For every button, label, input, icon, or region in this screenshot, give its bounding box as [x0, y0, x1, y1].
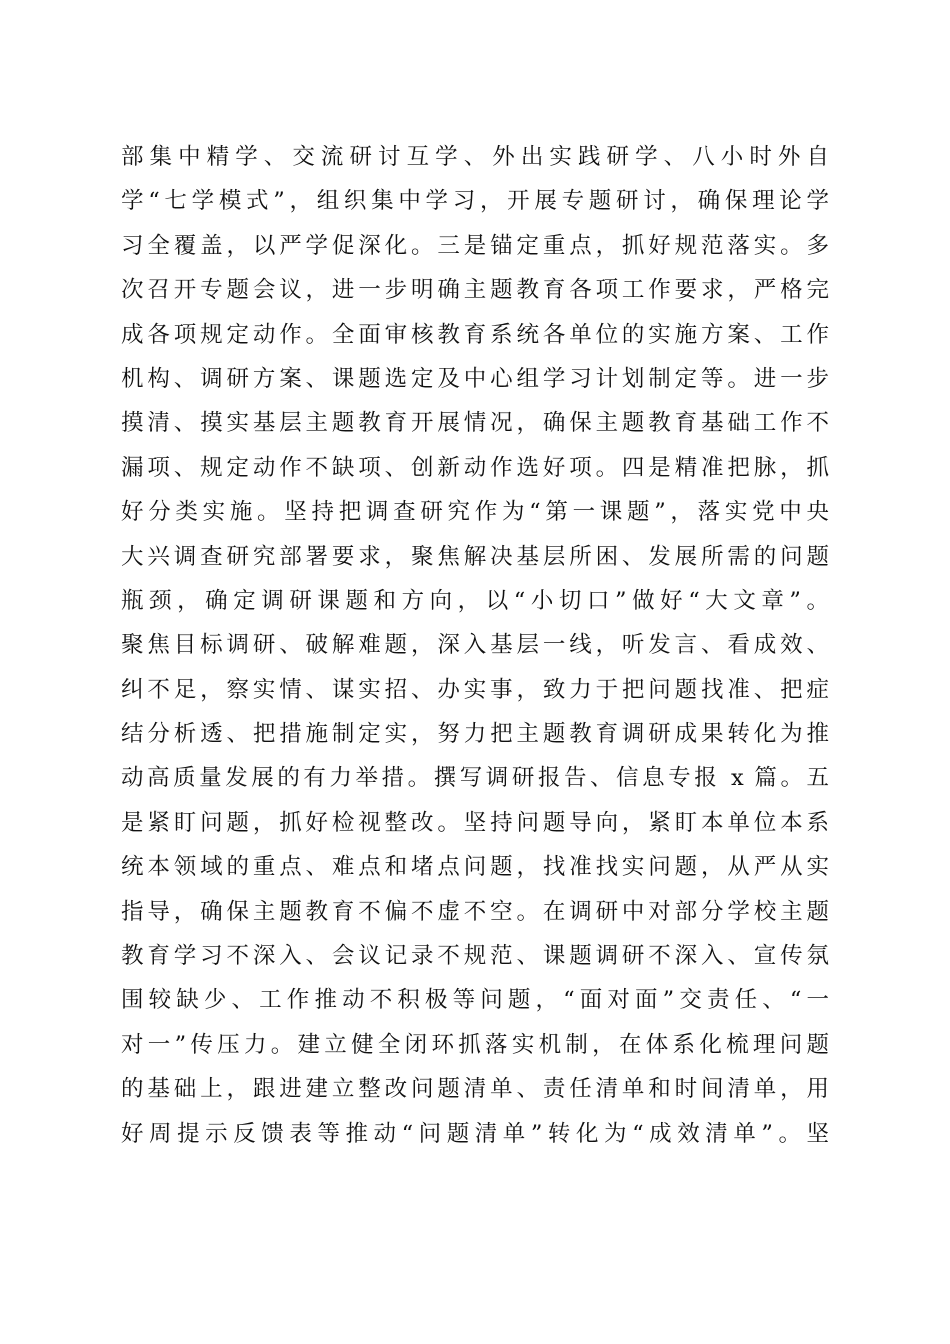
text-line: 的基础上，跟进建立整改问题清单、责任清单和时间清单，用: [121, 1076, 829, 1103]
text-line: 是紧盯问题，抓好检视整改。坚持问题导向，紧盯本单位本系: [121, 809, 829, 836]
text-line: 大兴调查研究部署要求，聚焦解决基层所困、发展所需的问题: [121, 543, 829, 570]
text-line: 统本领域的重点、难点和堵点问题，找准找实问题，从严从实: [121, 854, 829, 881]
text-line: 围较缺少、工作推动不积极等问题，“面对面”交责任、“一: [121, 987, 829, 1014]
text-line: 聚焦目标调研、破解难题，深入基层一线，听发言、看成效、: [121, 632, 829, 659]
text-line: 瓶颈，确定调研课题和方向，以“小切口”做好“大文章”。: [121, 587, 829, 614]
text-line: 好周提示反馈表等推动“问题清单”转化为“成效清单”。坚: [121, 1120, 829, 1147]
text-line: 漏项、规定动作不缺项、创新动作选好项。四是精准把脉，抓: [121, 454, 829, 481]
text-line: 部集中精学、交流研讨互学、外出实践研学、八小时外自: [121, 144, 829, 170]
text-line: 教育学习不深入、会议记录不规范、课题调研不深入、宣传氛: [121, 943, 829, 970]
body-text: [121, 135, 829, 1156]
text-line: 学“七学模式”，组织集中学习，开展专题研讨，确保理论学: [121, 188, 829, 215]
text-line: 次召开专题会议，进一步明确主题教育各项工作要求，严格完: [121, 277, 829, 304]
text-line: 结分析透、把措施制定实，努力把主题教育调研成果转化为推: [121, 721, 829, 748]
text-line: 机构、调研方案、课题选定及中心组学习计划制定等。进一步: [121, 365, 829, 392]
text-line: 成各项规定动作。全面审核教育系统各单位的实施方案、工作: [121, 321, 829, 348]
text-line: 动高质量发展的有力举措。撰写调研报告、信息专报 x 篇。五: [121, 765, 829, 792]
text-line: 纠不足，察实情、谋实招、办实事，致力于把问题找准、把症: [121, 676, 829, 703]
text-line: 摸清、摸实基层主题教育开展情况，确保主题教育基础工作不: [121, 410, 829, 437]
text-line: 指导，确保主题教育不偏不虚不空。在调研中对部分学校主题: [121, 898, 829, 925]
text-line: 习全覆盖，以严学促深化。三是锚定重点，抓好规范落实。多: [121, 232, 829, 259]
text-line: 好分类实施。坚持把调查研究作为“第一课题”，落实党中央: [121, 499, 829, 526]
text-line: 对一”传压力。建立健全闭环抓落实机制，在体系化梳理问题: [121, 1031, 829, 1058]
